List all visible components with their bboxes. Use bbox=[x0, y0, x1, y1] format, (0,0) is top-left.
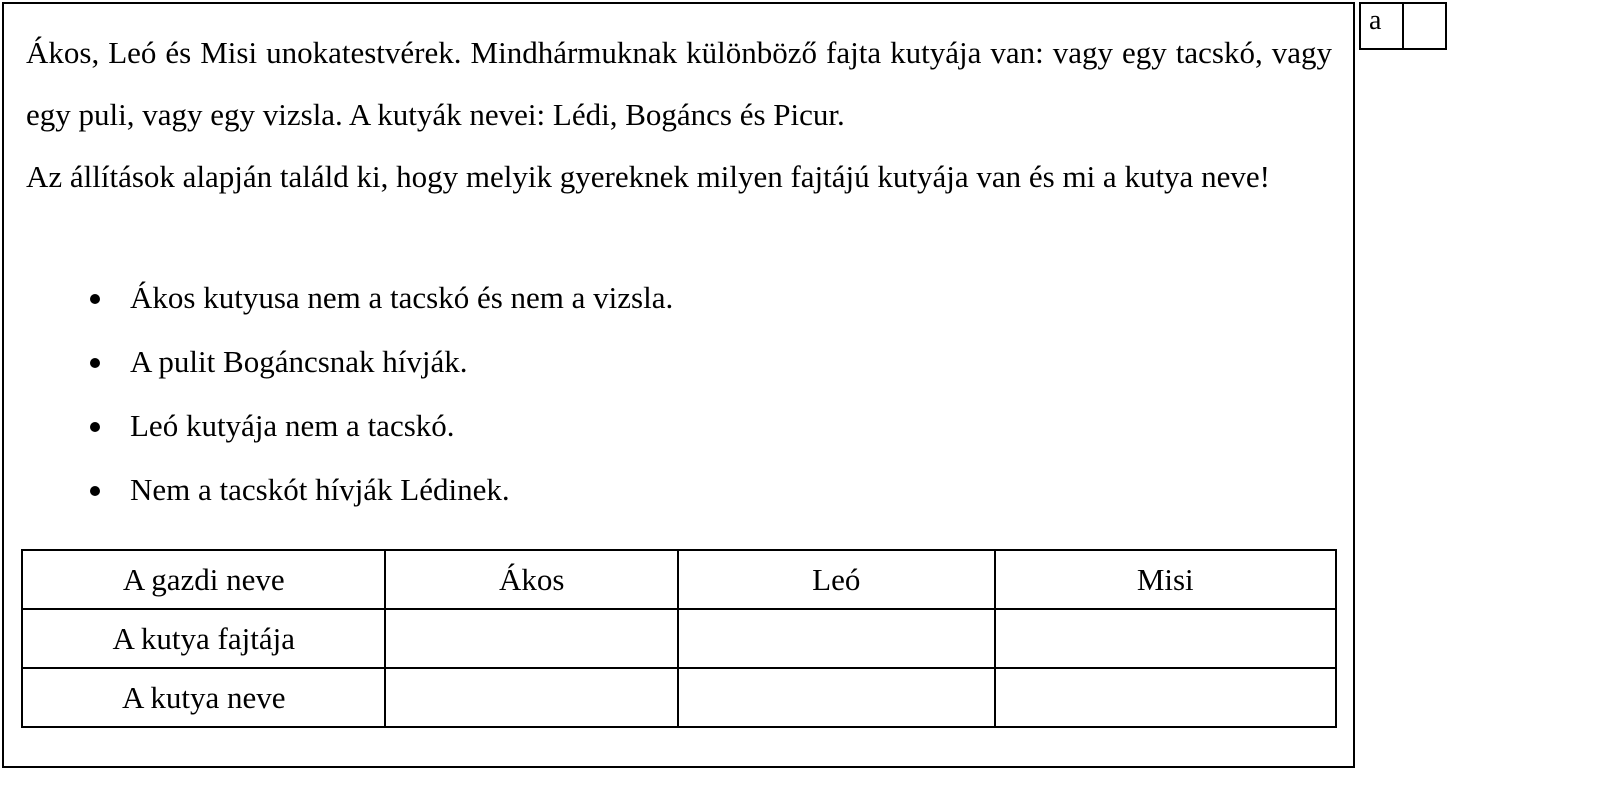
header-cell-leo: Leó bbox=[678, 550, 994, 609]
task-intro-text: Ákos, Leó és Misi unokatestvérek. Mindhármuknak különböző fajta kutyája van: vagy egy tacskó, vagy egy puli, vagy egy vizsla. A kutyák nevei: Lédi, Bogáncs és Picur. bbox=[26, 35, 1332, 132]
answer-cell-leo-breed[interactable] bbox=[678, 609, 994, 668]
header-cell-misi: Misi bbox=[995, 550, 1337, 609]
statement-list bbox=[90, 266, 673, 522]
list-item bbox=[90, 458, 673, 522]
statement-text: Nem a tacskót hívják Lédinek. bbox=[130, 472, 510, 507]
answer-cell-leo-name[interactable] bbox=[678, 668, 994, 727]
task-instruction-text: Az állítások alapján találd ki, hogy melyik gyereknek milyen fajtájú kutyája van és mi a kutya neve! bbox=[26, 159, 1270, 194]
score-value-field[interactable] bbox=[1402, 4, 1445, 48]
list-item bbox=[90, 330, 673, 394]
table-row bbox=[22, 668, 1336, 727]
answer-cell-misi-name[interactable] bbox=[995, 668, 1337, 727]
statement-text: A pulit Bogáncsnak hívják. bbox=[130, 344, 468, 379]
score-box bbox=[1359, 2, 1447, 50]
list-item bbox=[90, 394, 673, 458]
bullet-icon bbox=[90, 422, 100, 432]
header-cell-owner: A gazdi neve bbox=[22, 550, 385, 609]
bullet-icon bbox=[90, 358, 100, 368]
answer-cell-akos-name[interactable] bbox=[385, 668, 678, 727]
statement-text: Leó kutyája nem a tacskó. bbox=[130, 408, 455, 443]
statement-text: Ákos kutyusa nem a tacskó és nem a vizsla. bbox=[130, 280, 674, 315]
bullet-icon bbox=[90, 294, 100, 304]
row-label-name: A kutya neve bbox=[22, 668, 385, 727]
answer-cell-misi-breed[interactable] bbox=[995, 609, 1337, 668]
table-header-row bbox=[22, 550, 1336, 609]
task-description bbox=[26, 22, 1332, 208]
score-label: a bbox=[1369, 5, 1382, 36]
list-item bbox=[90, 266, 673, 330]
answer-cell-akos-breed[interactable] bbox=[385, 609, 678, 668]
header-cell-akos: Ákos bbox=[385, 550, 678, 609]
answer-table bbox=[21, 549, 1337, 728]
bullet-icon bbox=[90, 486, 100, 496]
row-label-breed: A kutya fajtája bbox=[22, 609, 385, 668]
table-row bbox=[22, 609, 1336, 668]
